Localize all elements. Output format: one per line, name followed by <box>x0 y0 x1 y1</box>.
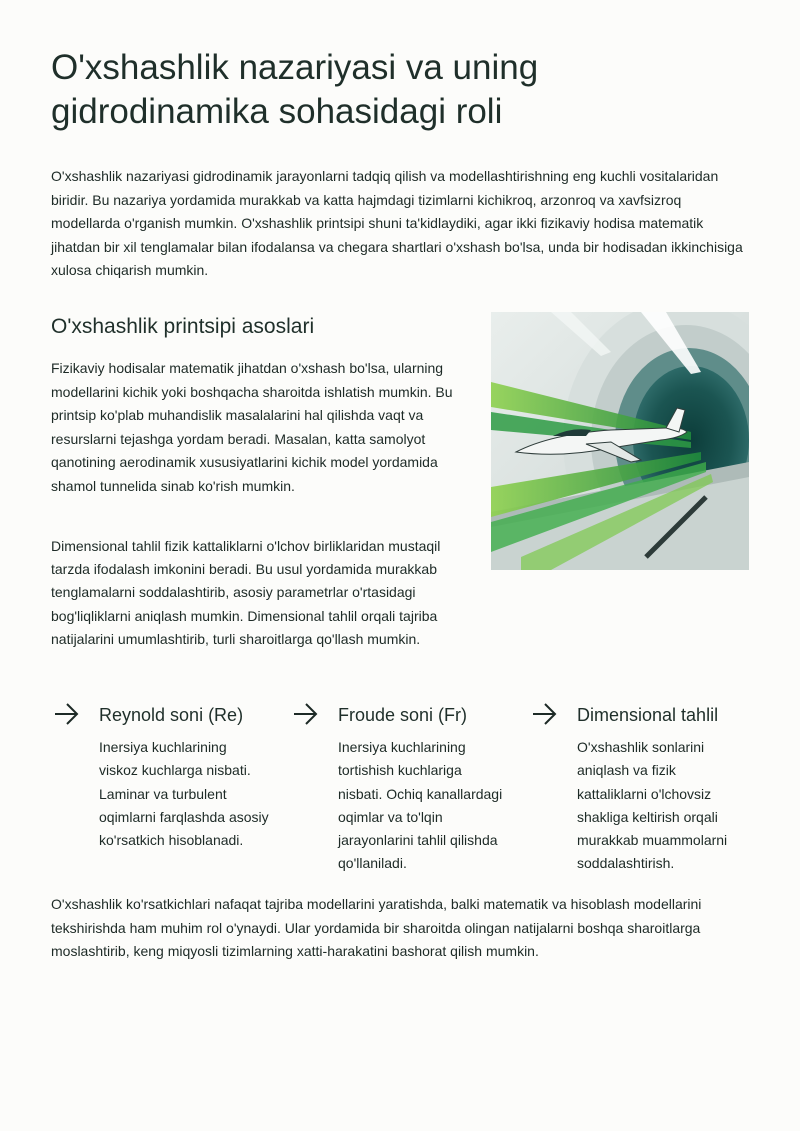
section-paragraph-1: Fizikaviy hodisalar matematik jihatdan o'xshash bo'lsa, ularning modellarini kichik yoki boshqacha sharoitda ishlatish mumkin. Bu printsip ko'plab muhandislik masalalarini hal qilishda vaqt va resurslarni tejashga yordam beradi. Masalan, katta samolyot qanotining aerodinamik xususiyatlarini kichik model yordamida shamol tunnelida sinab ko'rish mumkin. <box>51 360 453 494</box>
feature-title: Froude soni (Fr) <box>338 705 468 725</box>
arrow-right-icon <box>529 700 559 728</box>
feature-title: Reynold soni (Re) <box>99 705 244 725</box>
feature-title: Dimensional tahlil <box>577 705 719 725</box>
section-heading: O'xshashlik printsipi asoslari <box>51 315 315 338</box>
arrow-right-icon <box>51 700 81 728</box>
feature-description: Inersiya kuchlarining tortishish kuchlariga nisbati. Ochiq kanallardagi oqimlar va to'lqin jarayonlarini tahlil qilishda qo'llaniladi. <box>338 739 503 872</box>
wind-tunnel-illustration <box>491 312 749 570</box>
section-paragraph-2: Dimensional tahlil fizik kattaliklarni o'lchov birliklaridan mustaqil tarzda ifodalash imkonini beradi. Bu usul yordamida murakkab tenglamalarni soddalashtirib, asosiy parametrlar o'rtasidagi bog'liqliklarni aniqlash mumkin. Dimensional tahlil orqali tajriba natijalarini umumlashtirib, turli sharoitlarga qo'llash mumkin. <box>51 538 441 647</box>
arrow-right-icon <box>290 700 320 728</box>
intro-paragraph: O'xshashlik nazariyasi gidrodinamik jarayonlarni tadqiq qilish va modellashtirishning eng kuchli vositalaridan biridir. Bu nazariya yordamida murakkab va katta hajmdagi tizimlarni kichikroq, arzonroq va xavfsizroq modellarda o'rganish mumkin. O'xshashlik printsipi shuni ta'kidlaydiki, agar ikki fizikaviy hodisa matematik jihatdan bir xil tenglamalar bilan ifodalansa va chegara shartlari o'xshash bo'lsa, unda bir hodisadan ikkinchisiga xulosa chiqarish mumkin. <box>51 168 743 278</box>
feature-description: Inersiya kuchlarining viskoz kuchlarga nisbati. Laminar va turbulent oqimlarni farqlashda asosiy ko'rsatkich hisoblanadi. <box>99 739 269 849</box>
page-title: O'xshashlik nazariyasi va uning gidrodinamika sohasidagi roli <box>51 48 539 131</box>
feature-description: O'xshashlik sonlarini aniqlash va fizik kattaliklarni o'lchovsiz shakliga keltirish orqali murakkab muammolarni soddalashtirish. <box>577 739 728 872</box>
closing-paragraph: O'xshashlik ko'rsatkichlari nafaqat tajriba modellarini yaratishda, balki matematik va hisoblash modellarini tekshirishda ham muhim rol o'ynaydi. Ular yordamida bir sharoitda olingan natijalarni boshqa sharoitlarga moslashtirib, keng miqyosli tizimlarning xatti-harakatini bashorat qilish mumkin. <box>51 896 702 959</box>
